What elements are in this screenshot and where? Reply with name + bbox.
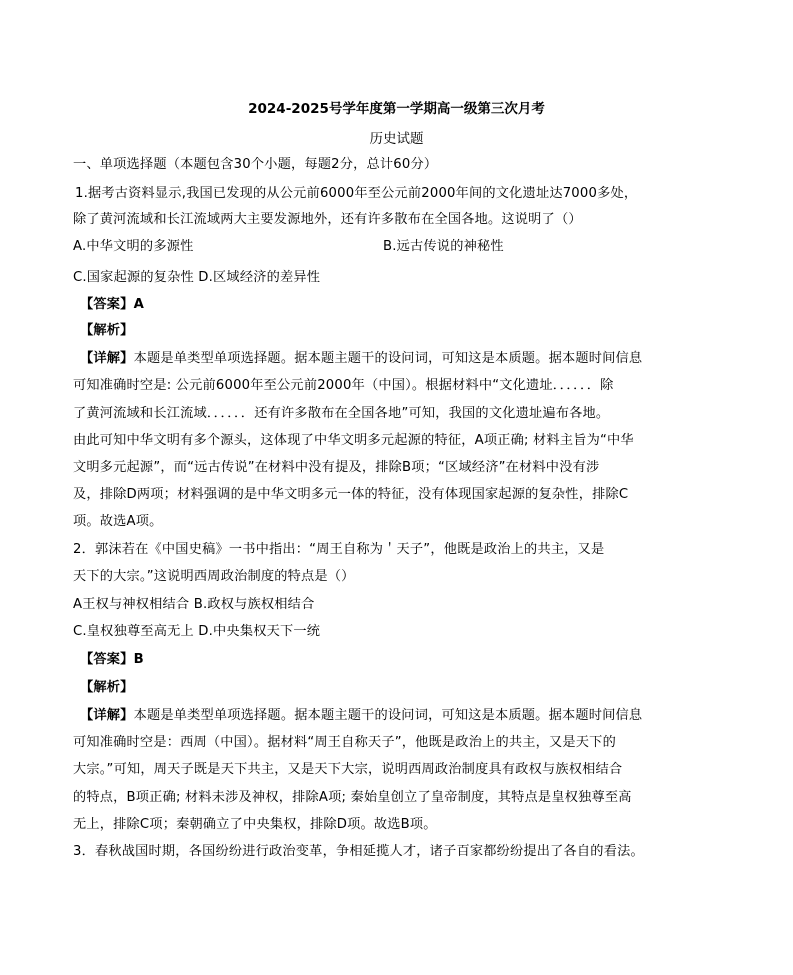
detail-text: 本题是单类型单项选择题。据本题主题干的设问词，可知这是本质题。据本题时间信息 (133, 708, 643, 723)
q2-detail-line2: 可知准确时空是：西周（中国）。据材料“周王自称天子”，他既是政治上的共主，又是天下的 (73, 735, 616, 750)
q1-option-cd: C.国家起源的复杂性 D.区域经济的差异性 (73, 270, 321, 285)
q2-option-ab: A王权与神权相结合 B.政权与族权相结合 (73, 597, 315, 612)
q1-option-a: A.中华文明的多源性 (73, 239, 194, 254)
q2-detail-line3: 大宗。”可知，周天子既是天下共主，又是天下大宗，说明西周政治制度具有政权与族权相结合 (73, 762, 623, 777)
section-heading: 一、单项选择题（本题包含30个小题，每题2分，总计60分） (73, 157, 438, 172)
q1-detail-line5: 文明多元起源”，而“远古传说”在材料中没有提及，排除B项；“区域经济”在材料中没有涉 (73, 460, 600, 475)
q2-detail-line4: 的特点，B项正确; 材料未涉及神权，排除A项; 秦始皇创立了皇帝制度，其特点是皇权独尊至高 (73, 790, 632, 805)
q2-analysis-tag: 【解析】 (80, 680, 134, 695)
q2-answer (80, 650, 144, 670)
q2-stem-line1: 2．郭沫若在《中国史稿》一书中指出：“周王自称为＇天子”，他既是政治上的共主，又是 (73, 542, 605, 557)
answer-value: B (133, 652, 144, 667)
q2-option-cd: C.皇权独尊至高无上 D.中央集权天下一统 (73, 624, 321, 639)
q1-detail-line2: 可知准确时空是: 公元前6000年至公元前2000年（中国）。根据材料中“文化遗址．．．．．．除 (73, 378, 614, 393)
answer-tag: 【答案】 (80, 297, 134, 312)
detail-text: 本题是单类型单项选择题。据本题主题干的设问词，可知这是本质题。据本题时间信息 (133, 351, 643, 366)
q1-detail-line3: 了黄河流域和长江流域．．．．．．还有许多散布在全国各地”可知，我国的文化遗址遍布各地。 (73, 406, 610, 421)
detail-tag: 【详解】 (80, 351, 134, 366)
q3-stem-line1: 3．春秋战国时期，各国纷纷进行政治变革，争相延揽人才，诸子百家都纷纷提出了各自的看法。 (73, 844, 644, 859)
q1-detail-line6: 及，排除D两项；材料强调的是中华文明多元一体的特征，没有体现国家起源的复杂性，排除C (73, 487, 629, 502)
exam-subtitle: 历史试题 (369, 131, 424, 147)
answer-value: A (133, 297, 144, 312)
q2-stem-line2: 天下的大宗。”这说明西周政治制度的特点是（） (73, 569, 355, 584)
q1-stem-line1: 1.据考古资料显示,我国已发现的从公元前6000年至公元前2000年间的文化遗址达7000多处， (75, 186, 638, 201)
q1-analysis-tag: 【解析】 (80, 323, 134, 338)
exam-title: 2024-2025号学年度第一学期高一级第三次月考 (248, 101, 545, 117)
detail-tag: 【详解】 (80, 708, 134, 723)
q2-detail-line5: 无上，排除C项；秦朝确立了中央集权，排除D项。故选B项。 (73, 817, 437, 832)
q1-stem-line2: 除了黄河流域和长江流域两大主要发源地外，还有许多散布在全国各地。这说明了（） (73, 212, 582, 227)
q1-answer (80, 295, 144, 315)
answer-tag: 【答案】 (80, 652, 134, 667)
q1-detail-line1 (80, 349, 642, 369)
q1-option-b: B.远古传说的神秘性 (383, 239, 504, 254)
q1-detail-line4: 由此可知中华文明有多个源头，这体现了中华文明多元起源的特征，A项正确; 材料主旨为“中华 (73, 433, 634, 448)
q1-detail-line7: 项。故选A项。 (73, 514, 163, 529)
q2-detail-line1 (80, 706, 642, 726)
